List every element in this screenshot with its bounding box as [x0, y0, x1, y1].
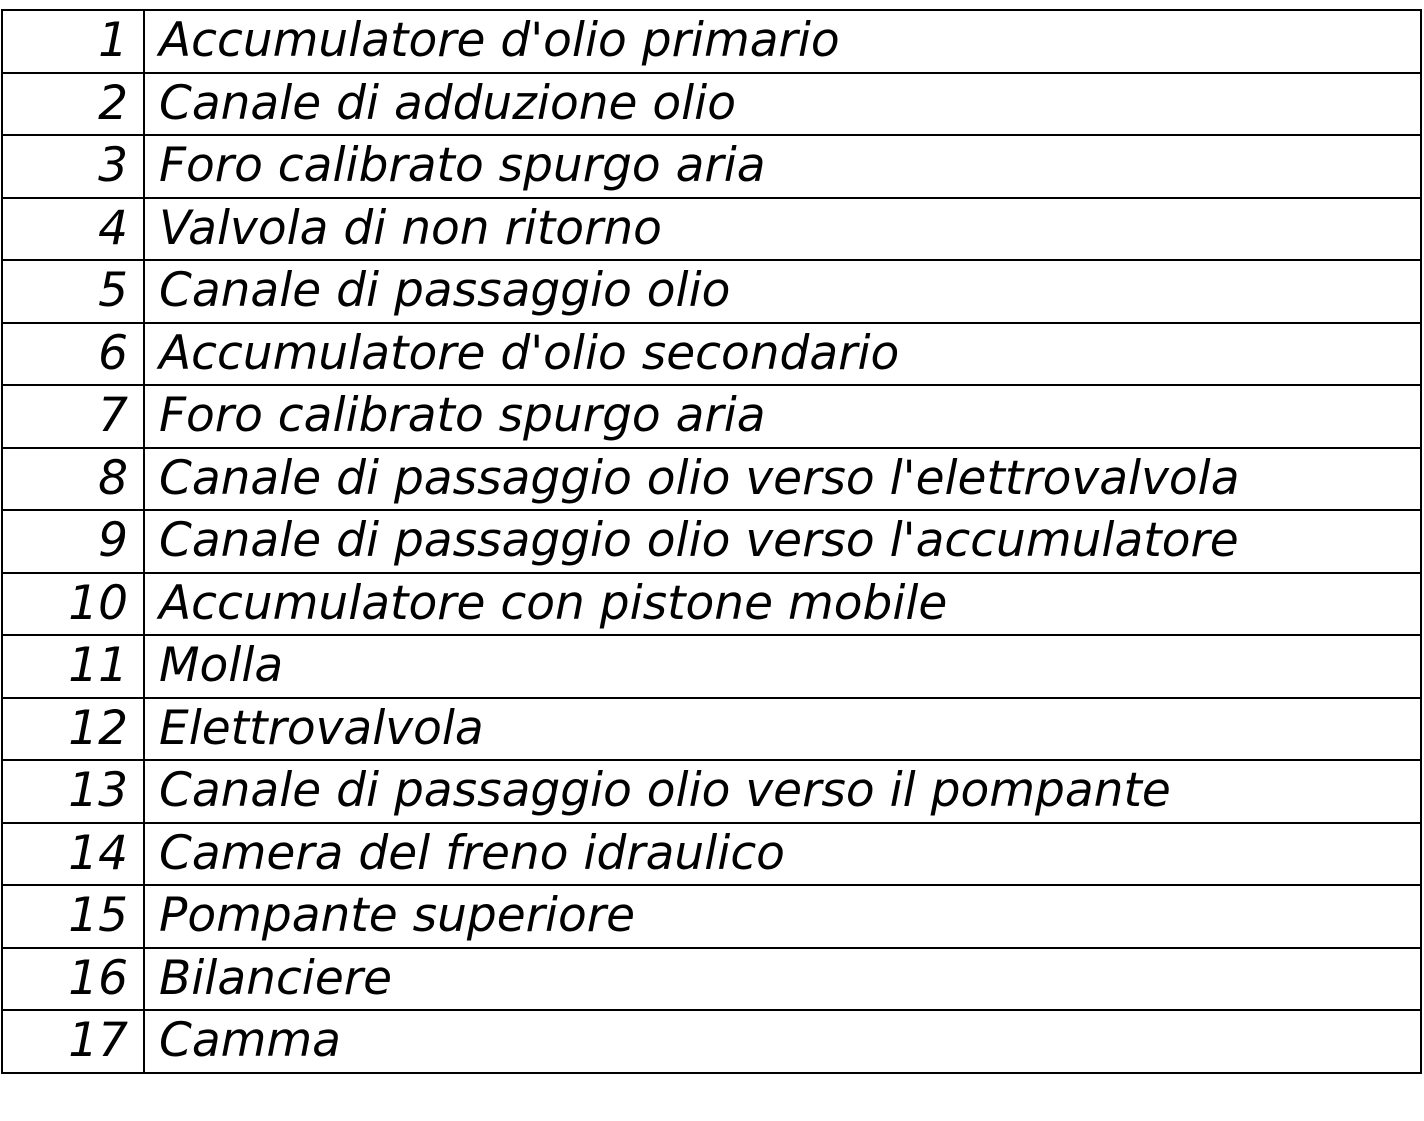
table-row — [2, 823, 1421, 886]
table-row — [2, 198, 1421, 261]
item-number: 11 — [2, 635, 144, 698]
item-number: 2 — [2, 73, 144, 136]
item-description: Canale di passaggio olio — [144, 260, 1421, 323]
table-row — [2, 73, 1421, 136]
item-number: 14 — [2, 823, 144, 886]
item-description: Camera del freno idraulico — [144, 823, 1421, 886]
table-row — [2, 323, 1421, 386]
item-description: Bilanciere — [144, 948, 1421, 1011]
item-number: 7 — [2, 385, 144, 448]
table-row — [2, 10, 1421, 73]
table-row — [2, 510, 1421, 573]
item-number: 6 — [2, 323, 144, 386]
table-row — [2, 1010, 1421, 1073]
item-description: Accumulatore d'olio secondario — [144, 323, 1421, 386]
table-row — [2, 135, 1421, 198]
item-number: 8 — [2, 448, 144, 511]
table-row — [2, 573, 1421, 636]
table-row — [2, 698, 1421, 761]
item-description: Pompante superiore — [144, 885, 1421, 948]
item-number: 5 — [2, 260, 144, 323]
item-description: Canale di passaggio olio verso il pompante — [144, 760, 1421, 823]
table-row — [2, 448, 1421, 511]
item-description: Accumulatore con pistone mobile — [144, 573, 1421, 636]
legend-table — [1, 9, 1422, 1074]
item-number: 1 — [2, 10, 144, 73]
legend-table-body — [2, 10, 1421, 1073]
item-description: Canale di passaggio olio verso l'accumulatore — [144, 510, 1421, 573]
item-number: 15 — [2, 885, 144, 948]
table-row — [2, 760, 1421, 823]
item-number: 16 — [2, 948, 144, 1011]
item-number: 17 — [2, 1010, 144, 1073]
item-description: Molla — [144, 635, 1421, 698]
table-row — [2, 385, 1421, 448]
table-row — [2, 885, 1421, 948]
table-row — [2, 260, 1421, 323]
item-description: Elettrovalvola — [144, 698, 1421, 761]
item-number: 13 — [2, 760, 144, 823]
item-description: Camma — [144, 1010, 1421, 1073]
item-description: Foro calibrato spurgo aria — [144, 135, 1421, 198]
item-description: Valvola di non ritorno — [144, 198, 1421, 261]
item-number: 12 — [2, 698, 144, 761]
table-row — [2, 948, 1421, 1011]
item-description: Canale di passaggio olio verso l'elettrovalvola — [144, 448, 1421, 511]
table-row — [2, 635, 1421, 698]
item-number: 10 — [2, 573, 144, 636]
item-description: Accumulatore d'olio primario — [144, 10, 1421, 73]
item-description: Canale di adduzione olio — [144, 73, 1421, 136]
item-number: 9 — [2, 510, 144, 573]
item-number: 4 — [2, 198, 144, 261]
item-number: 3 — [2, 135, 144, 198]
item-description: Foro calibrato spurgo aria — [144, 385, 1421, 448]
